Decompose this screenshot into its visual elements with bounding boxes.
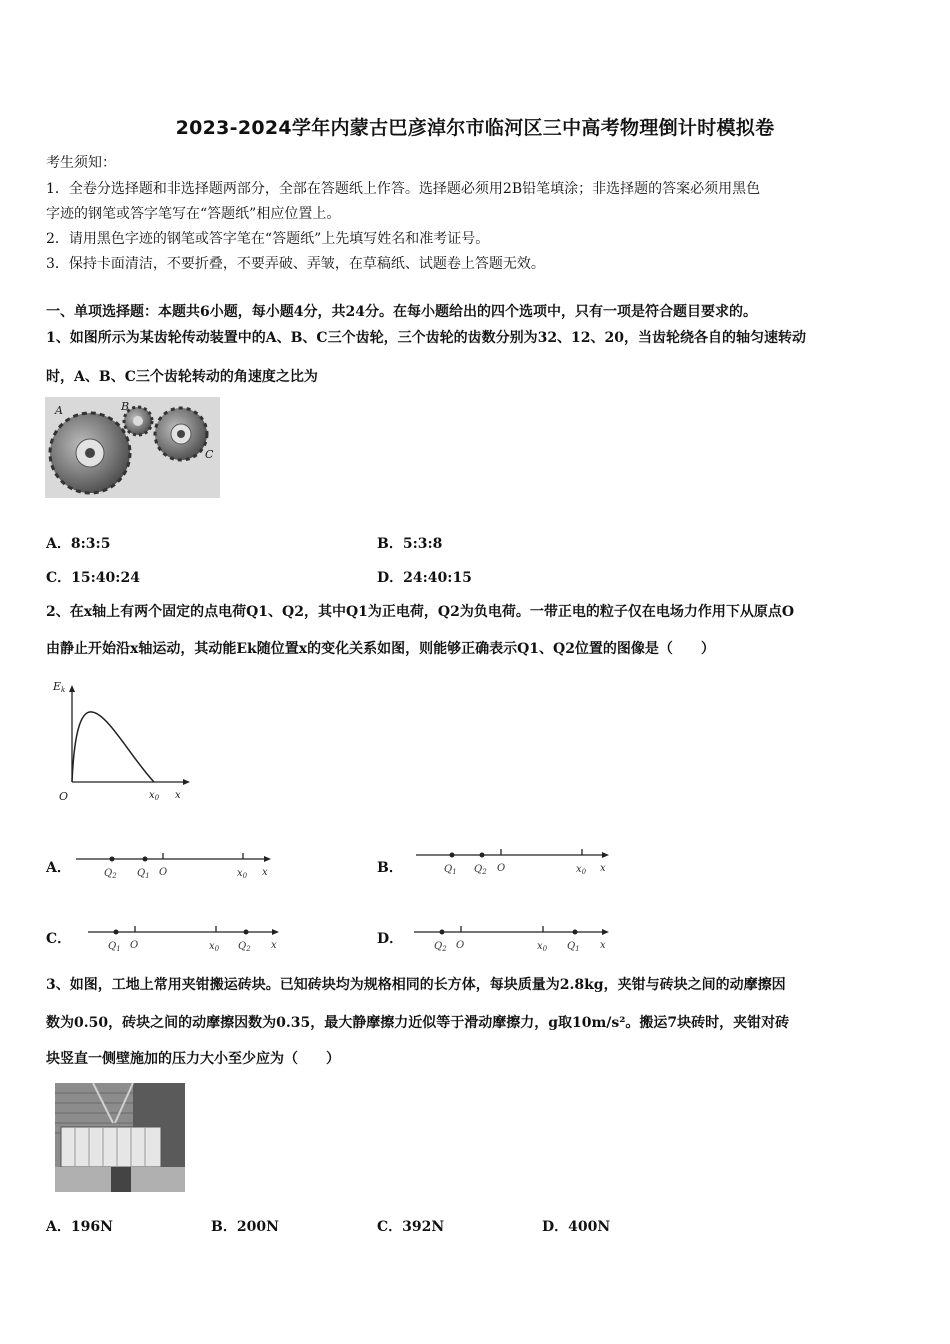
- charge-q1-dot: [143, 857, 148, 862]
- notice-item-1b: 字迹的钢笔或答字笔写在“答题纸”相应位置上。: [46, 206, 341, 222]
- svg-text:Q2: $Q_2$: [474, 864, 487, 876]
- q1-option-a[interactable]: [46, 533, 110, 553]
- option-text: 400N: [568, 1219, 611, 1235]
- gear-a-axle: [85, 448, 95, 458]
- q3-option-a[interactable]: [46, 1216, 113, 1236]
- q2-option-c-label[interactable]: C．: [46, 931, 72, 947]
- q3-option-b[interactable]: [211, 1216, 279, 1236]
- page-title: 2023-2024学年内蒙古巴彦淖尔市临河区三中高考物理倒计时模拟卷: [175, 117, 775, 139]
- svg-text:Q1: $Q_1$: [137, 868, 150, 880]
- q1-stem-line1: 1、如图所示为某齿轮传动装置中的A、B、C三个齿轮，三个齿轮的齿数分别为32、12、20，当齿轮绕各自的轴匀速转动: [46, 330, 807, 346]
- q2-option-d-label[interactable]: D．: [377, 931, 404, 947]
- svg-text:O: O: [456, 940, 465, 951]
- q2-option-a-label[interactable]: A．: [46, 860, 71, 876]
- svg-text:x: x: [600, 863, 606, 874]
- charge-q2-dot: [110, 857, 115, 862]
- option-letter: C．: [377, 1219, 403, 1235]
- svg-text:x: x: [262, 867, 268, 878]
- option-text: 8:3:5: [70, 536, 111, 552]
- notice-item-3: 3．保持卡面清洁，不要折叠，不要弄破、弄皱，在草稿纸、试题卷上答题无效。: [46, 256, 545, 272]
- charge-q1-dot: [114, 930, 119, 935]
- origin-label: O: [59, 790, 69, 803]
- q3-option-d[interactable]: [542, 1216, 610, 1236]
- svg-text:Q1: $Q_1$: [108, 941, 121, 953]
- svg-text:Q2: $Q_2$: [104, 868, 117, 880]
- notice-heading: 考生须知：: [46, 155, 116, 171]
- gear-label-a: A: [55, 404, 63, 417]
- svg-text:O: O: [497, 863, 506, 874]
- gear-figure: [45, 397, 220, 498]
- q2-stem-line1: 2、在x轴上有两个固定的点电荷Q1、Q2，其中Q1为正电荷，Q2为负电荷。一带正电的粒子仅在电场力作用下从原点O: [46, 604, 795, 620]
- q2-option-a-axis[interactable]: [72, 847, 282, 883]
- brick-photo: [55, 1083, 185, 1192]
- svg-text:x0: $x_0$: [576, 864, 587, 876]
- charge-q1-dot: [573, 930, 578, 935]
- ek-graph: [50, 676, 200, 806]
- option-letter: C．: [46, 570, 72, 586]
- charge-q2-dot: [480, 853, 485, 858]
- gear-c-axle: [177, 430, 185, 438]
- q2-option-b-axis[interactable]: [412, 843, 622, 879]
- option-letter: B．: [377, 536, 403, 552]
- svg-text:Q1: $Q_1$: [567, 941, 580, 953]
- y-axis-arrow: [69, 685, 75, 692]
- x-axis-label: x: [175, 790, 181, 801]
- brick-photo-svg: [55, 1083, 185, 1192]
- gear-label-b: B: [121, 400, 130, 413]
- charge-q1-dot: [450, 853, 455, 858]
- ek-graph-svg: [50, 676, 200, 806]
- q3-stem-line3: 块竖直一侧壁施加的压力大小至少应为（ ）: [46, 1051, 340, 1067]
- q2-stem-line2: 由静止开始沿x轴运动，其动能Ek随位置x的变化关系如图，则能够正确表示Q1、Q2位置的图像是（ ）: [46, 641, 715, 657]
- q1-option-b[interactable]: [377, 533, 442, 553]
- q1-stem-line2: 时，A、B、C三个齿轮转动的角速度之比为: [46, 369, 318, 385]
- svg-text:x: x: [600, 940, 606, 951]
- option-letter: B．: [211, 1219, 237, 1235]
- option-letter: D．: [542, 1219, 569, 1235]
- gear-diagram: [45, 397, 220, 498]
- svg-text:x0: $x_0$: [537, 941, 548, 953]
- q1-option-d[interactable]: [377, 567, 472, 587]
- gear-label-c: C: [205, 448, 214, 461]
- q2-option-b-label[interactable]: B．: [377, 860, 403, 876]
- q3-stem-line2: 数为0.50，砖块之间的动摩擦因数为0.35，最大静摩擦力近似等于滑动摩擦力，g取10m/s²。搬运7块砖时，夹钳对砖: [46, 1015, 790, 1031]
- option-text: 392N: [402, 1219, 445, 1235]
- q3-option-c[interactable]: [377, 1216, 444, 1236]
- svg-text:Q1: $Q_1$: [444, 864, 457, 876]
- x-axis-arrow: [183, 779, 190, 785]
- option-text: 196N: [70, 1219, 113, 1235]
- section-heading: 一、单项选择题：本题共6小题，每小题4分，共24分。在每小题给出的四个选项中，只有一项是符合题目要求的。: [46, 304, 757, 320]
- option-letter: A．: [46, 536, 71, 552]
- svg-text:x0: $x_0$: [237, 868, 248, 880]
- option-text: 200N: [236, 1219, 279, 1235]
- option-letter: D．: [377, 570, 404, 586]
- q1-option-c[interactable]: [46, 567, 140, 587]
- q2-option-d-axis[interactable]: [410, 920, 620, 956]
- svg-text:x0: $x_0$: [209, 941, 220, 953]
- svg-text:Q2: $Q_2$: [238, 941, 251, 953]
- option-text: 5:3:8: [402, 536, 443, 552]
- ek-curve: [72, 712, 154, 782]
- y-axis-label: Ek: [53, 680, 66, 694]
- notice-item-2: 2．请用黑色字迹的钢笔或答字笔在“答题纸”上先填写姓名和准考证号。: [46, 231, 490, 247]
- option-text: 15:40:24: [71, 570, 140, 586]
- svg-text:x: x: [271, 940, 277, 951]
- q2-option-c-axis[interactable]: [84, 920, 294, 956]
- option-text: 24:40:15: [403, 570, 472, 586]
- x0-label: $x_0$: [149, 790, 160, 802]
- svg-text:Q2: $Q_2$: [434, 941, 447, 953]
- charge-q2-dot: [244, 930, 249, 935]
- svg-text:O: O: [159, 867, 168, 878]
- notice-item-1a: 1．全卷分选择题和非选择题两部分，全部在答题纸上作答。选择题必须用2B铅笔填涂；非选择题的答案必须用黑色: [46, 181, 761, 197]
- gear-b-hub: [133, 416, 143, 426]
- q3-stem-line1: 3、如图，工地上常用夹钳搬运砖块。已知砖块均为规格相同的长方体，每块质量为2.8kg，夹钳与砖块之间的动摩擦因: [46, 977, 786, 993]
- svg-text:O: O: [130, 940, 139, 951]
- option-letter: A．: [46, 1219, 71, 1235]
- charge-q2-dot: [440, 930, 445, 935]
